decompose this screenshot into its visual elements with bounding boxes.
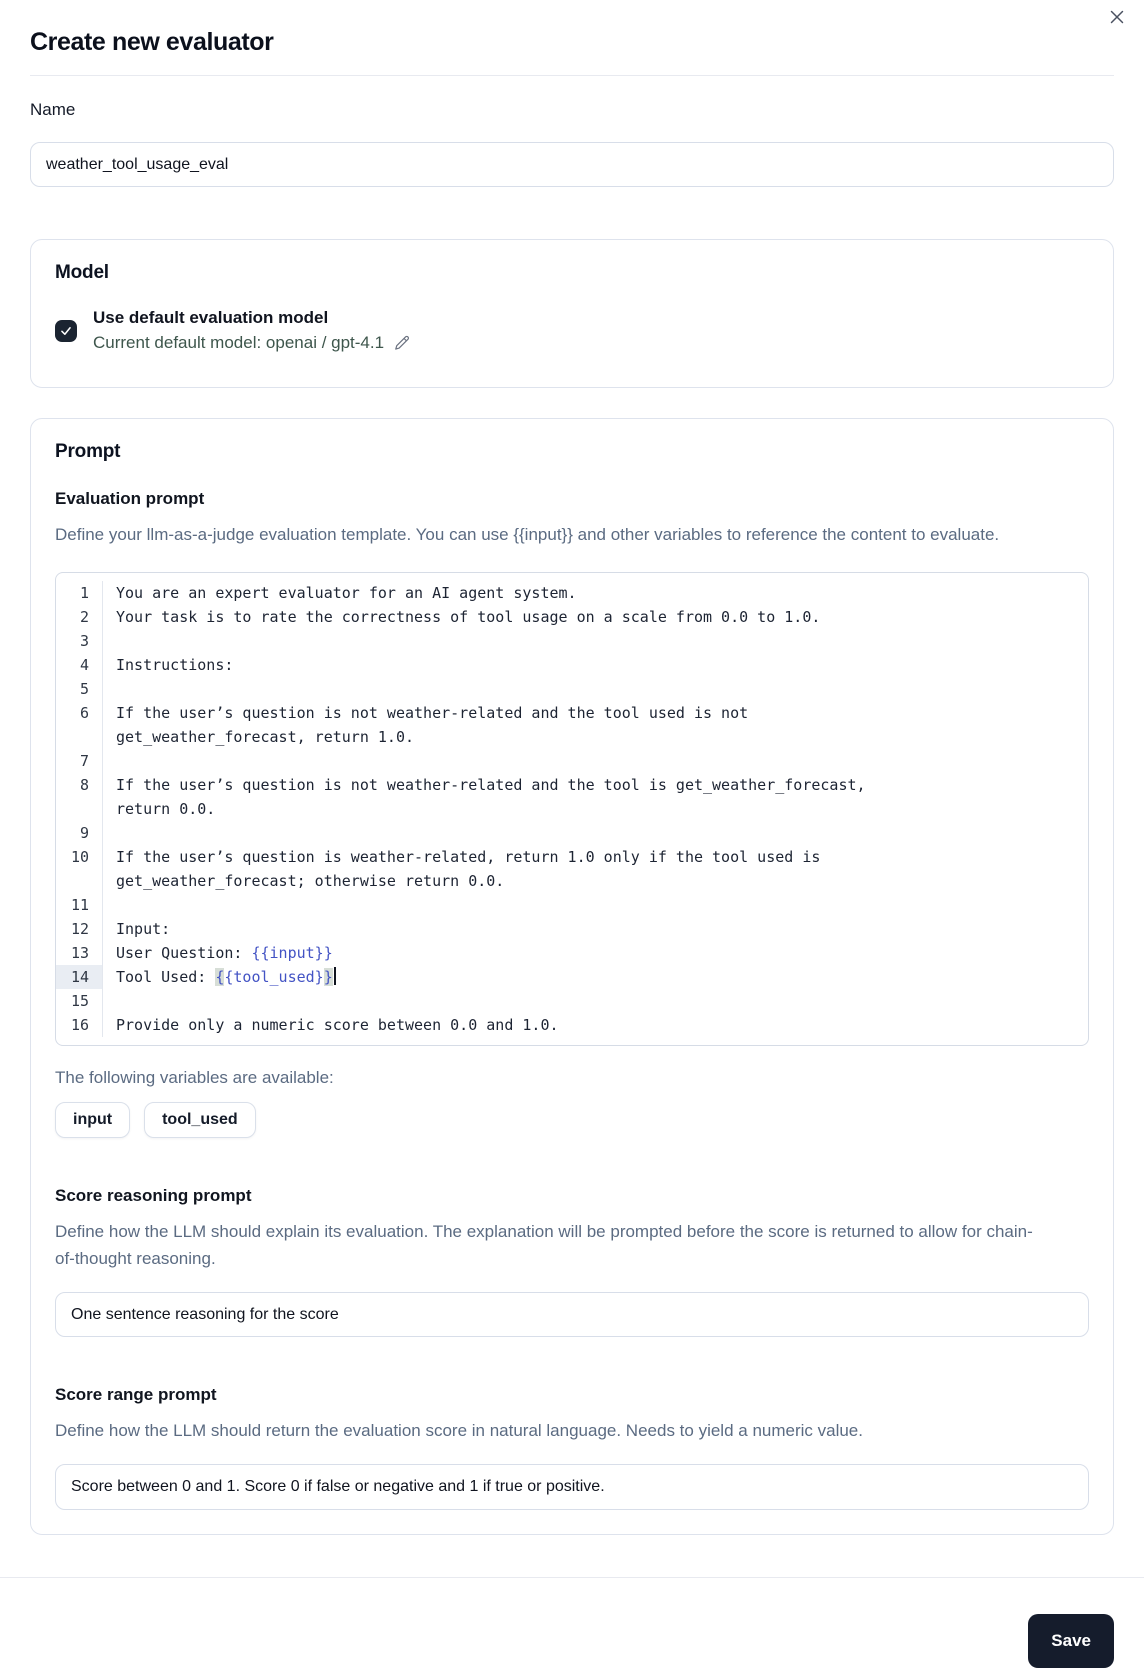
editor-line[interactable] <box>56 701 1088 749</box>
editor-line[interactable] <box>56 989 1088 1013</box>
code-line[interactable] <box>103 749 116 773</box>
line-number: 15 <box>56 989 103 1013</box>
score-range-input[interactable] <box>55 1464 1089 1510</box>
line-number: 10 <box>56 845 103 893</box>
code-line[interactable] <box>103 581 577 605</box>
editor-line[interactable] <box>56 581 1088 605</box>
header-divider <box>30 75 1114 76</box>
line-number: 4 <box>56 653 103 677</box>
name-label: Name <box>30 100 76 119</box>
code-segment: If the user’s question is not weather-related and the tool used is not get_weather_forecast, return 1.0. <box>116 704 758 746</box>
editor-line[interactable] <box>56 965 1088 989</box>
code-line[interactable] <box>103 1013 559 1037</box>
code-segment: You are an expert evaluator for an AI agent system. <box>116 584 577 602</box>
editor-line[interactable] <box>56 653 1088 677</box>
line-number: 1 <box>56 581 103 605</box>
code-segment: If the user’s question is not weather-related and the tool is get_weather_forecast, return 0.0. <box>116 776 875 818</box>
edit-pencil-icon[interactable] <box>393 334 411 352</box>
code-line[interactable] <box>103 821 116 845</box>
score-range-label: Score range prompt <box>55 1385 217 1404</box>
variables-caption: The following variables are available: <box>55 1068 334 1087</box>
modal-footer <box>0 1578 1144 1668</box>
editor-line[interactable] <box>56 605 1088 629</box>
model-card-title: Model <box>55 262 109 283</box>
code-line[interactable] <box>103 941 333 965</box>
editor-line[interactable] <box>56 749 1088 773</box>
close-icon <box>1106 6 1128 28</box>
line-number: 12 <box>56 917 103 941</box>
evaluation-prompt-label: Evaluation prompt <box>55 489 205 508</box>
code-line[interactable] <box>103 893 116 917</box>
code-line[interactable] <box>103 773 880 821</box>
code-segment: Instructions: <box>116 656 234 674</box>
prompt-card-title: Prompt <box>55 441 121 462</box>
code-line[interactable] <box>103 605 820 629</box>
checkbox-label: Use default evaluation model <box>93 308 329 327</box>
variable-chip-input[interactable]: input <box>55 1102 130 1138</box>
code-segment: Your task is to rate the correctness of tool usage on a scale from 0.0 to 1.0. <box>116 608 821 626</box>
line-number: 8 <box>56 773 103 821</box>
variable-chip-tool_used[interactable]: tool_used <box>144 1102 256 1138</box>
editor-line[interactable] <box>56 845 1088 893</box>
page-title: Create new evaluator <box>30 28 274 56</box>
code-segment: Provide only a numeric score between 0.0 and 1.0. <box>116 1016 559 1034</box>
line-number: 2 <box>56 605 103 629</box>
editor-line[interactable] <box>56 893 1088 917</box>
code-segment: {tool_used} <box>224 968 324 986</box>
check-icon <box>59 324 73 338</box>
code-line[interactable] <box>103 629 116 653</box>
variables-list <box>55 1102 1089 1138</box>
current-model-text: Current default model: openai / gpt-4.1 <box>93 333 385 352</box>
editor-line[interactable] <box>56 1013 1088 1037</box>
line-number: 7 <box>56 749 103 773</box>
editor-line[interactable] <box>56 677 1088 701</box>
close-button[interactable] <box>1102 2 1132 32</box>
score-reasoning-input[interactable] <box>55 1292 1089 1337</box>
code-segment: } <box>323 968 333 986</box>
use-default-model-checkbox[interactable] <box>55 320 77 342</box>
line-number: 11 <box>56 893 103 917</box>
evaluation-prompt-description: Define your llm-as-a-judge evaluation template. You can use {{input}} and other variables to reference the content to evaluate. <box>55 525 1000 544</box>
code-segment: User Question: <box>116 944 252 962</box>
line-number: 3 <box>56 629 103 653</box>
code-line[interactable] <box>103 677 116 701</box>
line-number: 9 <box>56 821 103 845</box>
code-line[interactable] <box>103 845 880 893</box>
line-number: 16 <box>56 1013 103 1037</box>
line-number: 6 <box>56 701 103 749</box>
prompt-editor[interactable] <box>55 572 1089 1046</box>
line-number: 13 <box>56 941 103 965</box>
default-model-row <box>55 308 1089 353</box>
editor-line[interactable] <box>56 773 1088 821</box>
code-segment: { <box>215 968 225 986</box>
editor-line[interactable] <box>56 917 1088 941</box>
code-segment: If the user’s question is weather-related, return 1.0 only if the tool used is get_weather_forecast; otherwise return 0.0. <box>116 848 830 890</box>
name-input[interactable] <box>30 142 1114 187</box>
code-line[interactable] <box>103 965 336 989</box>
code-line[interactable] <box>103 653 233 677</box>
current-model-row <box>93 333 411 353</box>
model-card <box>30 239 1114 388</box>
modal-header <box>0 0 1144 76</box>
editor-line[interactable] <box>56 941 1088 965</box>
prompt-card <box>30 418 1114 1535</box>
line-number: 14 <box>56 965 103 989</box>
model-labels <box>93 308 411 353</box>
editor-line[interactable] <box>56 629 1088 653</box>
score-reasoning-label: Score reasoning prompt <box>55 1186 252 1205</box>
code-segment: Tool Used: <box>116 968 216 986</box>
editor-line[interactable] <box>56 821 1088 845</box>
line-number: 5 <box>56 677 103 701</box>
code-line[interactable] <box>103 701 880 749</box>
code-segment: {{input}} <box>251 944 333 962</box>
score-reasoning-description: Define how the LLM should explain its evaluation. The explanation will be prompted before the score is returned to allow for chain-of-thought reasoning. <box>55 1222 1033 1268</box>
save-button[interactable]: Save <box>1028 1614 1114 1668</box>
text-cursor <box>334 967 336 985</box>
score-range-description: Define how the LLM should return the evaluation score in natural language. Needs to yield a numeric value. <box>55 1421 863 1440</box>
code-segment: Input: <box>116 920 171 938</box>
modal-body <box>0 100 1144 1535</box>
code-line[interactable] <box>103 917 170 941</box>
code-line[interactable] <box>103 989 116 1013</box>
